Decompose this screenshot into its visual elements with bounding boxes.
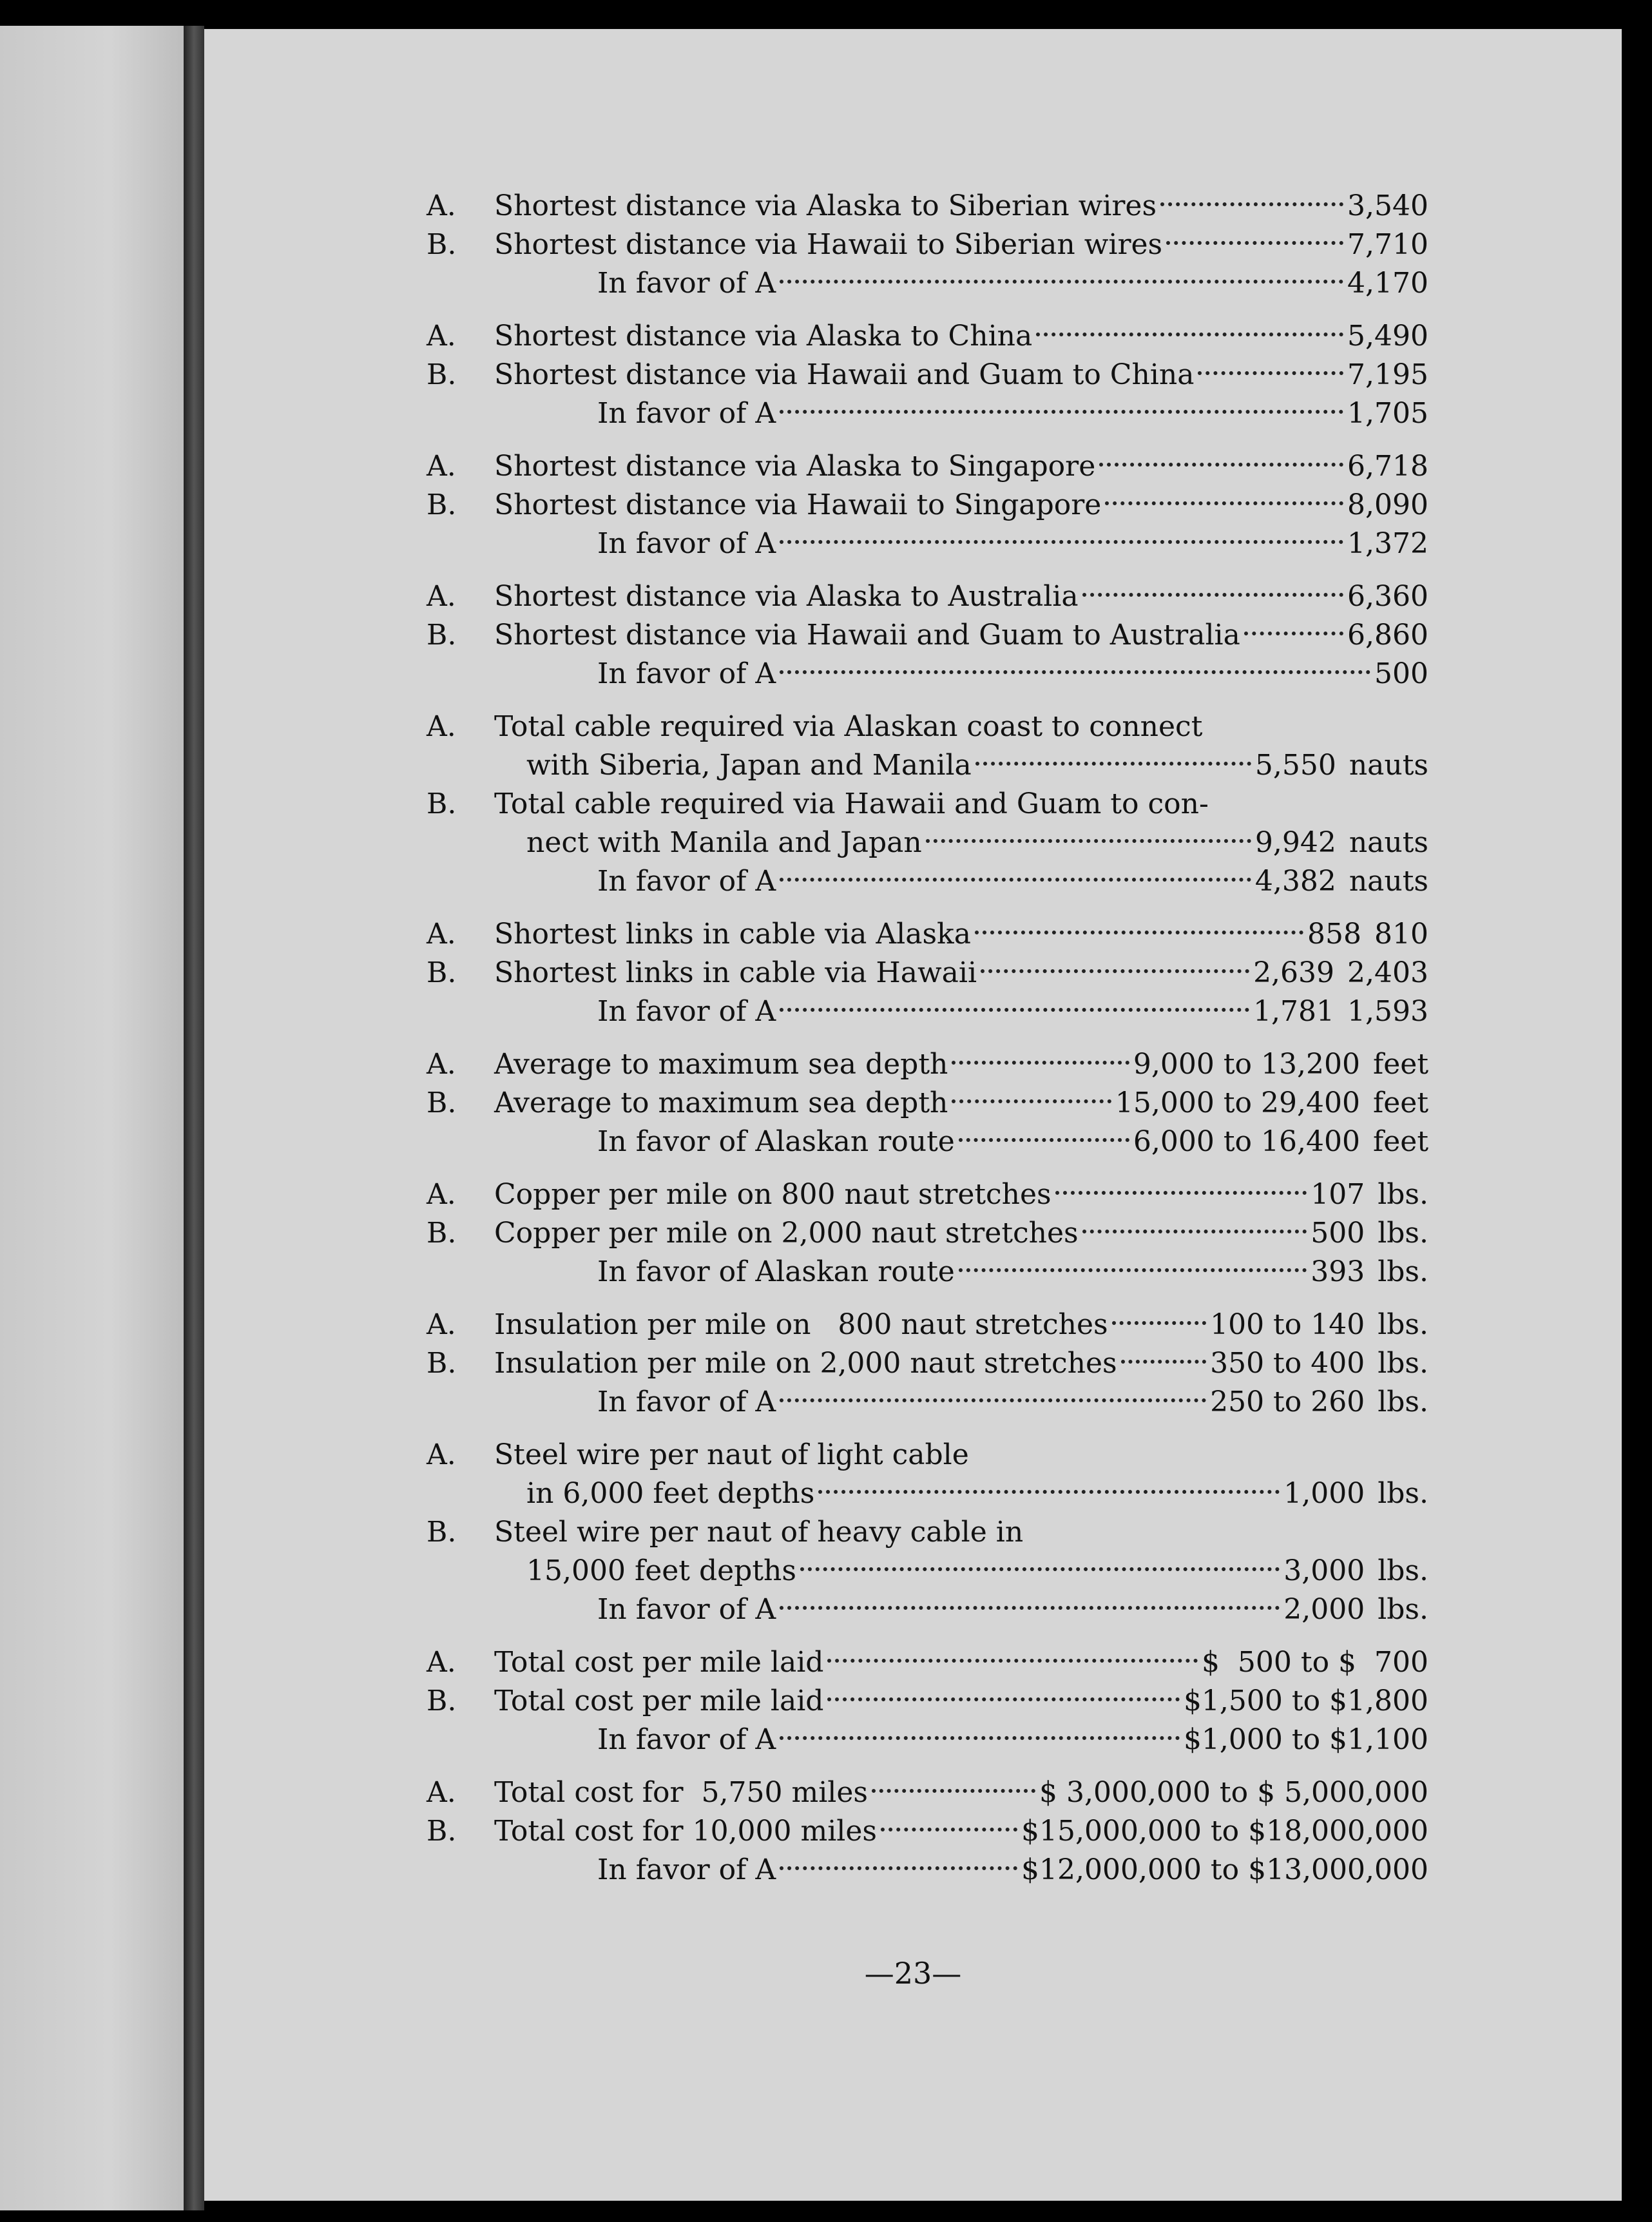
line-description: In favor of A [597, 1386, 776, 1418]
dot-leader [780, 878, 1251, 882]
comparison-line [427, 746, 1428, 785]
route-label: A. [427, 580, 456, 613]
dot-leader [827, 1697, 1180, 1701]
line-description: Shortest distance via Alaska to Siberian wires [494, 189, 1157, 222]
comparison-line [427, 616, 1428, 655]
comparison-line [427, 1436, 1428, 1474]
comparison-group [427, 708, 1428, 901]
dot-leader [780, 1736, 1180, 1740]
comparison-line [427, 1773, 1428, 1812]
dot-leader [1055, 1191, 1307, 1195]
comparison-group [427, 1045, 1428, 1161]
line-unit: feet [1372, 1048, 1428, 1081]
route-label: A. [427, 1308, 456, 1341]
line-description: In favor of A [597, 1853, 776, 1886]
line-unit: 1,593 [1347, 995, 1428, 1028]
line-value: 6,860 [1347, 619, 1428, 652]
line-description: Total cost per mile laid [494, 1646, 824, 1679]
comparison-line [427, 954, 1428, 992]
line-value: 7,710 [1347, 228, 1428, 261]
line-description: Shortest distance via Alaska to China [494, 320, 1033, 353]
dot-leader [818, 1490, 1280, 1494]
line-unit: lbs. [1378, 1308, 1428, 1341]
route-label: A. [427, 450, 456, 483]
line-description: nect with Manila and Japan [526, 826, 922, 859]
line-description: Total cost per mile laid [494, 1685, 824, 1717]
line-value: 6,718 [1347, 450, 1428, 483]
line-value: 7,195 [1347, 358, 1428, 391]
line-unit: nauts [1349, 826, 1428, 859]
line-description: Shortest distance via Alaska to Singapore [494, 450, 1096, 483]
comparison-line [427, 447, 1428, 486]
line-value: 6,360 [1347, 580, 1428, 613]
dot-leader [1082, 593, 1343, 597]
comparison-line [427, 1383, 1428, 1422]
comparison-line [427, 1812, 1428, 1851]
document-page [204, 29, 1622, 2201]
comparison-line [427, 1214, 1428, 1253]
comparison-line [427, 1643, 1428, 1682]
line-description: 15,000 feet depths [526, 1554, 796, 1587]
line-description: Shortest distance via Hawaii and Guam to China [494, 358, 1195, 391]
dot-leader [780, 1008, 1249, 1012]
comparison-line [427, 785, 1428, 824]
comparison-line [427, 1175, 1428, 1214]
comparison-group [427, 1773, 1428, 1889]
dot-leader [827, 1659, 1198, 1663]
route-label: B. [427, 619, 457, 652]
comparison-line [427, 486, 1428, 525]
line-value: 4,170 [1347, 267, 1428, 300]
comparison-line [427, 577, 1428, 616]
line-value: 4,382 [1254, 865, 1336, 898]
line-description: with Siberia, Japan and Manila [526, 749, 972, 782]
dot-leader [981, 969, 1249, 973]
line-description: In favor of Alaskan route [597, 1125, 955, 1158]
line-value: 8,090 [1347, 488, 1428, 521]
comparison-line [427, 1474, 1428, 1513]
line-value: 1,000 [1283, 1477, 1365, 1510]
page-number: —23— [864, 1956, 962, 1991]
route-label: A. [427, 1178, 456, 1211]
comparison-group [427, 447, 1428, 563]
line-unit: lbs. [1378, 1217, 1428, 1250]
dot-leader [1121, 1360, 1206, 1364]
comparison-line [427, 226, 1428, 264]
comparison-line [427, 1045, 1428, 1084]
line-value: 100 to 140 [1210, 1308, 1365, 1341]
dot-leader [959, 1268, 1307, 1272]
route-label: A. [427, 1776, 456, 1809]
line-description: Total cable required via Alaskan coast to connect [494, 710, 1203, 743]
line-description: In favor of A [597, 527, 776, 560]
line-description: In favor of A [597, 865, 776, 898]
book-spine [184, 26, 204, 2210]
line-description: Total cost for 5,750 miles [494, 1776, 868, 1809]
dot-leader [780, 280, 1343, 284]
dot-leader [780, 670, 1370, 674]
dot-leader [1105, 501, 1343, 505]
line-unit: lbs. [1378, 1477, 1428, 1510]
route-label: A. [427, 710, 456, 743]
line-description: Shortest links in cable via Hawaii [494, 956, 977, 989]
comparison-line [427, 187, 1428, 226]
line-value: 250 to 260 [1210, 1386, 1365, 1418]
line-value: 5,550 [1254, 749, 1336, 782]
comparison-group [427, 1436, 1428, 1629]
line-value: 1,781 [1253, 995, 1335, 1028]
route-label: A. [427, 1646, 456, 1679]
line-unit: lbs. [1378, 1347, 1428, 1380]
comparison-line [427, 824, 1428, 862]
comparison-line [427, 317, 1428, 356]
line-value: 6,000 to 16,400 [1133, 1125, 1360, 1158]
dot-leader [1166, 241, 1343, 245]
comparison-group [427, 187, 1428, 303]
dot-leader [1112, 1321, 1207, 1325]
line-unit: feet [1372, 1125, 1428, 1158]
line-description: Shortest distance via Hawaii and Guam to Australia [494, 619, 1240, 652]
dot-leader [872, 1789, 1035, 1793]
dot-leader [881, 1828, 1017, 1831]
dot-leader [780, 410, 1343, 414]
line-value: $1,000 to $1,100 [1183, 1723, 1428, 1756]
line-unit: 2,403 [1347, 956, 1428, 989]
line-value: 9,942 [1254, 826, 1336, 859]
comparison-line [427, 1253, 1428, 1291]
line-description: Average to maximum sea depth [494, 1048, 948, 1081]
line-value: $15,000,000 to $18,000,000 [1021, 1815, 1428, 1848]
line-description: In favor of A [597, 1593, 776, 1626]
line-description: Total cable required via Hawaii and Guam to con- [494, 787, 1209, 820]
line-value: 1,372 [1347, 527, 1428, 560]
dot-leader [780, 1398, 1206, 1402]
line-description: In favor of Alaskan route [597, 1255, 955, 1288]
dot-leader [1036, 333, 1343, 336]
dot-leader [975, 931, 1303, 934]
line-value: 15,000 to 29,400 [1115, 1087, 1360, 1119]
line-description: Shortest distance via Hawaii to Singapore [494, 488, 1102, 521]
comparison-line [427, 655, 1428, 693]
dot-leader [952, 1099, 1111, 1103]
line-value: 3,000 [1283, 1554, 1365, 1587]
line-unit: nauts [1349, 865, 1428, 898]
route-label: A. [427, 1438, 456, 1471]
line-value: 393 [1311, 1255, 1365, 1288]
line-value: $ 3,000,000 to $ 5,000,000 [1039, 1776, 1428, 1809]
line-description: Steel wire per naut of heavy cable in [494, 1516, 1024, 1549]
comparison-group [427, 1643, 1428, 1759]
line-unit: nauts [1349, 749, 1428, 782]
dot-leader [780, 540, 1343, 544]
dot-leader [926, 839, 1251, 843]
dot-leader [959, 1138, 1129, 1142]
line-value: 500 [1374, 657, 1428, 690]
comparison-group [427, 317, 1428, 433]
line-value: 858 [1307, 918, 1362, 951]
line-description: Average to maximum sea depth [494, 1087, 948, 1119]
line-value: 350 to 400 [1210, 1347, 1365, 1380]
comparison-line [427, 862, 1428, 901]
comparison-line [427, 1123, 1428, 1161]
dot-leader [800, 1567, 1280, 1571]
line-unit: lbs. [1378, 1554, 1428, 1587]
comparison-line [427, 1590, 1428, 1629]
line-description: In favor of A [597, 267, 776, 300]
dot-leader [1198, 371, 1343, 375]
route-label: B. [427, 956, 457, 989]
comparison-line [427, 1682, 1428, 1721]
comparison-group [427, 915, 1428, 1031]
dot-leader [780, 1606, 1280, 1610]
comparison-line [427, 356, 1428, 394]
comparison-table [427, 187, 1428, 1904]
line-description: Shortest distance via Hawaii to Siberian wires [494, 228, 1163, 261]
line-unit: lbs. [1378, 1386, 1428, 1418]
line-value: 500 [1311, 1217, 1365, 1250]
line-value: 9,000 to 13,200 [1133, 1048, 1360, 1081]
route-label: B. [427, 1685, 457, 1717]
dot-leader [1244, 632, 1343, 635]
route-label: A. [427, 918, 456, 951]
route-label: B. [427, 1516, 457, 1549]
line-description: In favor of A [597, 657, 776, 690]
line-value: 107 [1311, 1178, 1365, 1211]
route-label: B. [427, 1347, 457, 1380]
line-description: Shortest links in cable via Alaska [494, 918, 971, 951]
route-label: A. [427, 189, 456, 222]
comparison-line [427, 1344, 1428, 1383]
line-value: 5,490 [1347, 320, 1428, 353]
comparison-line [427, 1306, 1428, 1344]
route-label: B. [427, 228, 457, 261]
route-label: B. [427, 1815, 457, 1848]
line-value: 2,000 [1283, 1593, 1365, 1626]
line-value: 1,705 [1347, 397, 1428, 430]
dot-leader [1082, 1230, 1307, 1233]
dot-leader [975, 762, 1251, 766]
route-label: B. [427, 358, 457, 391]
dot-leader [1099, 463, 1343, 467]
line-description: Total cost for 10,000 miles [494, 1815, 877, 1848]
line-unit: 810 [1374, 918, 1428, 951]
comparison-line [427, 1084, 1428, 1123]
line-description: Copper per mile on 800 naut stretches [494, 1178, 1052, 1211]
comparison-line [427, 1721, 1428, 1759]
comparison-line [427, 264, 1428, 303]
comparison-line [427, 394, 1428, 433]
line-description: in 6,000 feet depths [526, 1477, 815, 1510]
line-value: $ 500 to $ 700 [1201, 1646, 1428, 1679]
dot-leader [780, 1866, 1017, 1870]
line-description: Steel wire per naut of light cable [494, 1438, 969, 1471]
comparison-line [427, 915, 1428, 954]
comparison-line [427, 1513, 1428, 1552]
comparison-line [427, 1851, 1428, 1889]
line-value: 2,639 [1253, 956, 1335, 989]
route-label: B. [427, 488, 457, 521]
route-label: B. [427, 1087, 457, 1119]
dot-leader [1160, 202, 1343, 206]
line-description: In favor of A [597, 995, 776, 1028]
line-unit: lbs. [1378, 1178, 1428, 1211]
line-description: Shortest distance via Alaska to Australia [494, 580, 1079, 613]
route-label: B. [427, 1217, 457, 1250]
route-label: B. [427, 787, 457, 820]
comparison-line [427, 1552, 1428, 1590]
comparison-group [427, 1306, 1428, 1422]
line-unit: lbs. [1378, 1255, 1428, 1288]
line-value: 3,540 [1347, 189, 1428, 222]
route-label: A. [427, 1048, 456, 1081]
dot-leader [952, 1061, 1129, 1065]
facing-page [0, 26, 184, 2210]
comparison-group [427, 1175, 1428, 1291]
route-label: A. [427, 320, 456, 353]
comparison-group [427, 577, 1428, 693]
line-description: In favor of A [597, 397, 776, 430]
comparison-line [427, 525, 1428, 563]
line-value: $12,000,000 to $13,000,000 [1021, 1853, 1428, 1886]
comparison-line [427, 992, 1428, 1031]
line-description: Insulation per mile on 2,000 naut stretches [494, 1347, 1117, 1380]
line-description: Insulation per mile on 800 naut stretches [494, 1308, 1108, 1341]
comparison-line [427, 708, 1428, 746]
line-description: Copper per mile on 2,000 naut stretches [494, 1217, 1079, 1250]
line-description: In favor of A [597, 1723, 776, 1756]
line-unit: feet [1372, 1087, 1428, 1119]
line-value: $1,500 to $1,800 [1183, 1685, 1428, 1717]
line-unit: lbs. [1378, 1593, 1428, 1626]
